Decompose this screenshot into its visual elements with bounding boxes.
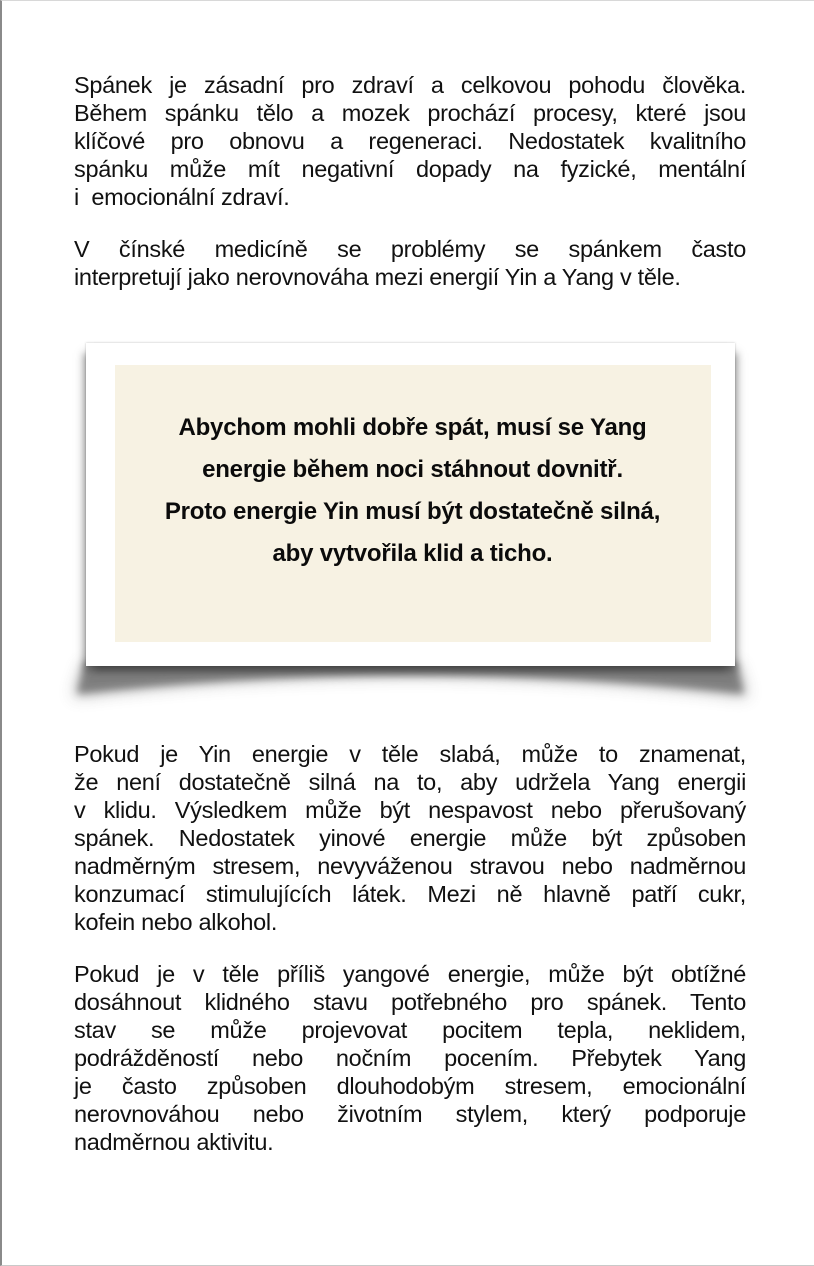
body-text-line: podrážděností nebo nočním pocením. Přebytek Yang — [74, 1045, 746, 1071]
body-text-line: že není dostatečně silná na to, aby udržela Yang energii — [74, 769, 746, 795]
body-text-line: V čínské medicíně se problémy se spánkem často — [74, 236, 746, 262]
body-text-line: interpretují jako nerovnováha mezi energií Yin a Yang v těle. — [74, 264, 681, 290]
body-text-line: je často způsoben dlouhodobým stresem, emocionální — [74, 1073, 746, 1099]
quote-text-line: energie během noci stáhnout dovnitř. — [202, 456, 623, 483]
quote-panel — [115, 365, 711, 642]
body-text-line: nadměrnou aktivitu. — [74, 1129, 274, 1155]
body-text-line: spánku může mít negativní dopady na fyzické, mentální — [74, 156, 746, 182]
quote-text-line: aby vytvořila klid a ticho. — [272, 540, 553, 567]
body-text-line: spánek. Nedostatek yinové energie může být způsoben — [74, 825, 746, 851]
body-text-line: kofein nebo alkohol. — [74, 909, 278, 935]
body-text-line: klíčové pro obnovu a regeneraci. Nedostatek kvalitního — [74, 128, 746, 154]
body-text-line: Pokud je v těle příliš yangové energie, může být obtížné — [74, 961, 746, 987]
body-text-line: konzumací stimulujících látek. Mezi ně hlavně patří cukr, — [74, 881, 746, 907]
body-text-line: v klidu. Výsledkem může být nespavost nebo přerušovaný — [74, 797, 746, 823]
quote-text-line: Proto energie Yin musí být dostatečně silná, — [164, 498, 661, 525]
bottom-margin — [74, 1156, 746, 1266]
quote-card-frame — [86, 343, 735, 666]
body-text-line: dosáhnout klidného stavu potřebného pro spánek. Tento — [74, 989, 746, 1015]
quote-text-line: Abychom mohli dobře spát, musí se Yang — [178, 414, 647, 441]
body-text-line: nadměrným stresem, nevyváženou stravou nebo nadměrnou — [74, 853, 746, 879]
body-text-line: i emocionální zdraví. — [74, 184, 290, 210]
body-paragraph — [74, 960, 746, 1156]
page-content — [2, 1, 814, 1266]
body-text-line: Pokud je Yin energie v těle slabá, může to znamenat, — [74, 741, 746, 767]
body-text-line: stav se může projevovat pocitem tepla, neklidem, — [74, 1017, 746, 1043]
body-text-line: Spánek je zásadní pro zdraví a celkovou pohodu člověka. — [74, 72, 746, 98]
body-text-line: Během spánku tělo a mozek prochází procesy, které jsou — [74, 100, 746, 126]
body-text-line: nerovnováhou nebo životním stylem, který podporuje — [74, 1101, 746, 1127]
card-curved-shadow — [70, 663, 751, 709]
quote-card — [86, 343, 735, 666]
body-paragraph — [74, 740, 746, 936]
body-paragraph — [74, 71, 746, 211]
body-paragraph — [74, 235, 746, 291]
